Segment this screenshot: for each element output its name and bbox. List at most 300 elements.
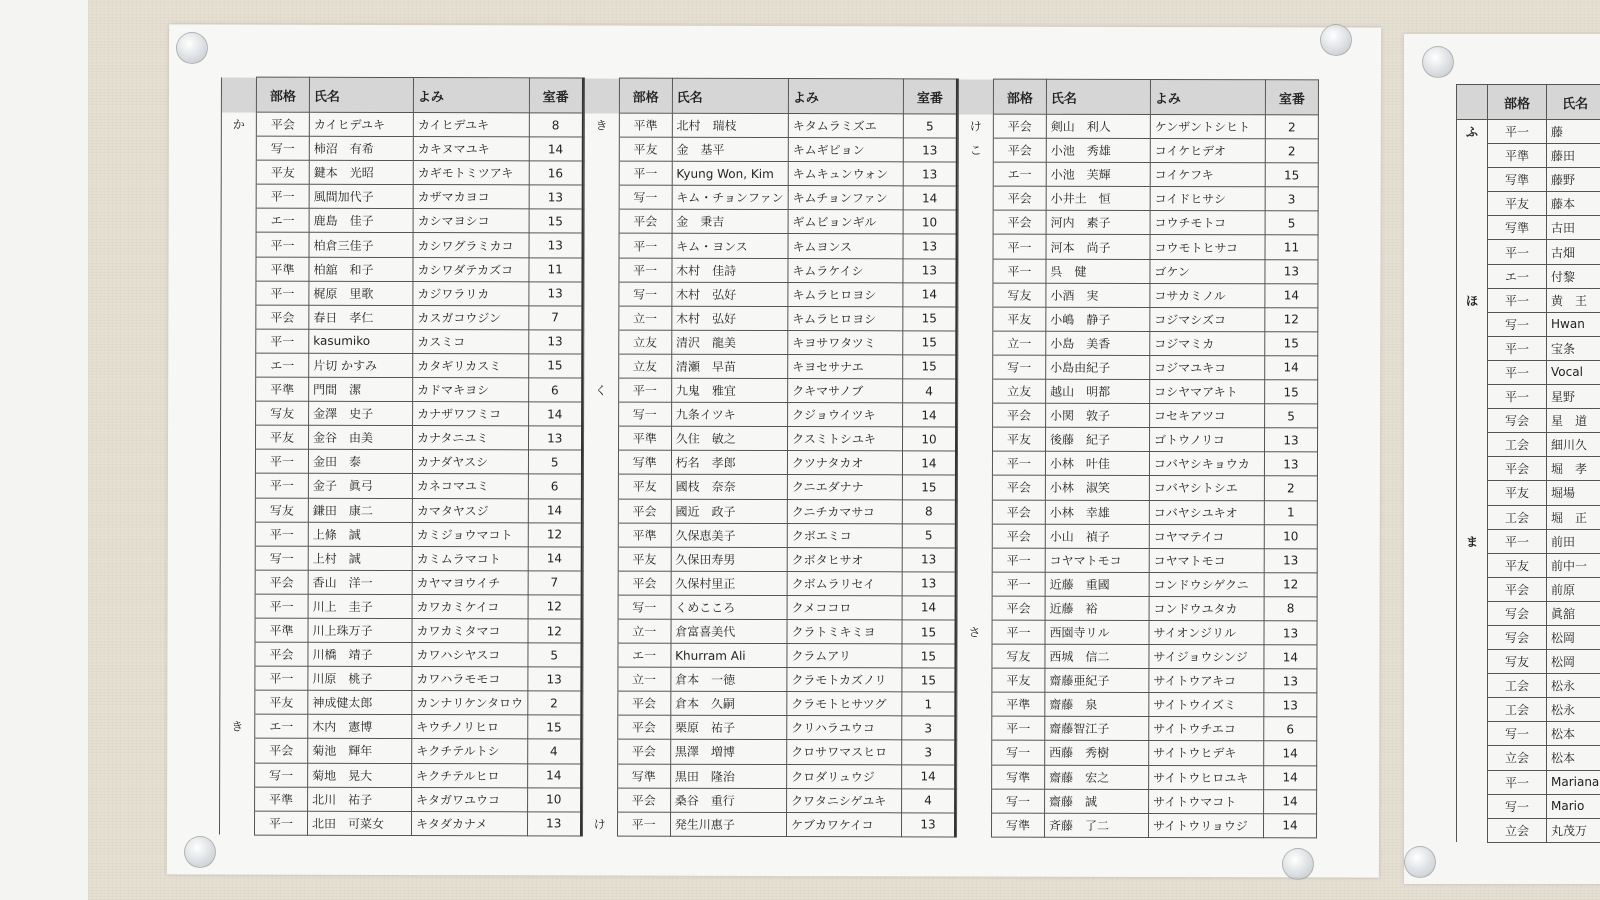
table-row bbox=[1457, 553, 1600, 577]
room-cell: 15 bbox=[528, 354, 582, 378]
yomi-cell: コンドウシゲクニ bbox=[1149, 572, 1264, 596]
yomi-cell: クジョウイツキ bbox=[788, 403, 903, 427]
yomi-cell: キムギピョン bbox=[788, 138, 903, 162]
room-cell: 13 bbox=[1264, 548, 1317, 572]
header-kana bbox=[1457, 85, 1488, 120]
yomi-cell: カイヒデユキ bbox=[413, 113, 529, 137]
name-cell: 栗原 祐子 bbox=[670, 716, 786, 740]
rank-cell: 平一 bbox=[255, 594, 308, 618]
kana-cell bbox=[219, 811, 254, 835]
kana-cell bbox=[956, 813, 991, 837]
yomi-cell: コバヤシユキオ bbox=[1149, 500, 1264, 524]
room-cell: 13 bbox=[902, 548, 956, 572]
kana-cell bbox=[957, 789, 992, 813]
kana-cell bbox=[957, 427, 992, 451]
rank-cell: 平一 bbox=[256, 233, 309, 257]
kana-cell bbox=[220, 690, 255, 714]
rank-cell: 平一 bbox=[992, 451, 1045, 475]
yomi-cell: クラモトヒサツグ bbox=[787, 692, 902, 716]
yomi-cell: キムラヒロヨシ bbox=[788, 282, 903, 306]
room-cell: 13 bbox=[903, 162, 957, 186]
kana-cell bbox=[1457, 433, 1488, 457]
name-cell: 小島由紀子 bbox=[1046, 355, 1150, 379]
table-row bbox=[221, 184, 1318, 211]
name-cell: Mariana bbox=[1547, 770, 1600, 794]
room-cell: 14 bbox=[529, 137, 583, 161]
yomi-cell: カタギリカスミ bbox=[413, 353, 529, 377]
yomi-cell: カヤマヨウイチ bbox=[412, 570, 528, 594]
rank-cell: 平友 bbox=[992, 427, 1045, 451]
table-row bbox=[221, 329, 1318, 356]
rank-cell: 平会 bbox=[617, 740, 670, 764]
rank-cell: 平一 bbox=[1488, 336, 1547, 360]
name-cell: 小島 美香 bbox=[1046, 331, 1150, 355]
kana-cell bbox=[220, 473, 255, 497]
rank-cell: 平会 bbox=[617, 715, 670, 739]
kana-cell bbox=[1457, 240, 1488, 264]
room-cell: 14 bbox=[528, 402, 582, 426]
rank-cell: 平友 bbox=[618, 547, 671, 571]
room-cell: 12 bbox=[528, 619, 582, 643]
room-cell: 13 bbox=[903, 138, 957, 162]
kana-cell bbox=[220, 763, 255, 787]
rank-cell: 平一 bbox=[619, 234, 672, 258]
rank-cell: 平会 bbox=[617, 691, 670, 715]
rank-cell: 写会 bbox=[1488, 409, 1547, 433]
name-cell: 齋藤 誠 bbox=[1045, 789, 1149, 813]
yomi-cell: コウチモトコ bbox=[1150, 211, 1265, 235]
room-cell: 14 bbox=[527, 763, 581, 787]
kana-cell bbox=[1457, 553, 1488, 577]
kana-cell bbox=[957, 692, 992, 716]
rank-cell: 平準 bbox=[255, 618, 308, 642]
room-cell: 13 bbox=[529, 185, 583, 209]
name-cell: Hwan bbox=[1547, 312, 1600, 336]
rank-cell: 平会 bbox=[993, 403, 1046, 427]
rank-cell: 平友 bbox=[618, 474, 671, 498]
kana-cell bbox=[957, 475, 992, 499]
table-row bbox=[1457, 650, 1600, 674]
name-cell: 越山 明都 bbox=[1046, 379, 1150, 403]
room-cell: 14 bbox=[1264, 741, 1317, 765]
name-cell: 九鬼 雅宜 bbox=[671, 378, 787, 402]
kana-cell: く bbox=[583, 378, 618, 402]
yomi-cell: キムラケイシ bbox=[788, 258, 903, 282]
name-cell: 金田 泰 bbox=[308, 450, 412, 474]
name-cell: 春日 孝仁 bbox=[309, 305, 413, 329]
header-name: 氏名 bbox=[1547, 85, 1600, 120]
name-cell: 菊池 輝年 bbox=[308, 739, 412, 763]
name-cell: 鎌田 康二 bbox=[308, 498, 412, 522]
name-cell: 木村 弘好 bbox=[672, 306, 788, 330]
name-cell: 小林 幸雄 bbox=[1045, 500, 1149, 524]
kana-cell bbox=[958, 234, 993, 258]
yomi-cell: キムキュンウォン bbox=[788, 162, 903, 186]
rank-cell: 平会 bbox=[617, 788, 670, 812]
table-row bbox=[221, 305, 1318, 332]
room-cell: 15 bbox=[902, 620, 956, 644]
room-cell: 4 bbox=[527, 739, 581, 763]
kana-cell bbox=[221, 377, 256, 401]
name-cell: 西園寺リル bbox=[1045, 620, 1149, 644]
rank-cell: 写友 bbox=[256, 401, 309, 425]
name-cell: キム・チョンファン bbox=[672, 186, 788, 210]
rank-cell: 平会 bbox=[1488, 457, 1547, 481]
name-cell: 齋藤 宏之 bbox=[1045, 765, 1149, 789]
room-cell: 15 bbox=[1265, 332, 1318, 356]
room-cell: 1 bbox=[902, 692, 956, 716]
name-cell: 前中一 bbox=[1547, 553, 1600, 577]
kana-cell bbox=[1457, 385, 1488, 409]
room-cell: 16 bbox=[529, 161, 583, 185]
name-cell: 黒田 隆治 bbox=[670, 764, 786, 788]
rank-cell: 平会 bbox=[255, 570, 308, 594]
kana-cell bbox=[583, 499, 618, 523]
room-cell: 2 bbox=[527, 691, 581, 715]
name-cell: 倉富喜美代 bbox=[671, 619, 787, 643]
yomi-cell: カンナリケンタロウ bbox=[412, 691, 528, 715]
table-row bbox=[1457, 601, 1600, 625]
room-cell: 4 bbox=[903, 379, 957, 403]
rank-cell: 平準 bbox=[256, 257, 309, 281]
name-cell: 付黎 bbox=[1547, 264, 1600, 288]
kana-cell bbox=[583, 595, 618, 619]
name-cell: 金谷 由美 bbox=[309, 426, 413, 450]
rank-cell: エ一 bbox=[1488, 264, 1547, 288]
room-cell: 3 bbox=[1265, 187, 1318, 211]
table-row bbox=[1457, 409, 1600, 433]
rank-cell: 平一 bbox=[618, 378, 671, 402]
name-cell: 倉本 久嗣 bbox=[670, 691, 786, 715]
yomi-cell: クロサワマスヒロ bbox=[787, 740, 902, 764]
pushpin-icon bbox=[184, 836, 216, 868]
table-row bbox=[1457, 674, 1600, 698]
yomi-cell: カワハシヤスコ bbox=[412, 643, 528, 667]
room-cell: 15 bbox=[903, 331, 957, 355]
kana-cell bbox=[220, 787, 255, 811]
room-cell: 15 bbox=[527, 715, 581, 739]
table-row bbox=[220, 546, 1317, 573]
room-cell: 5 bbox=[1265, 404, 1318, 428]
rank-cell: 平一 bbox=[1488, 385, 1547, 409]
kana-cell bbox=[957, 716, 992, 740]
name-cell: 松岡 bbox=[1547, 650, 1600, 674]
yomi-cell: クニチカマサコ bbox=[787, 499, 902, 523]
kana-cell bbox=[220, 594, 255, 618]
kana-cell bbox=[958, 331, 993, 355]
table-row bbox=[1457, 336, 1600, 360]
roster-sheet bbox=[167, 24, 1381, 877]
table-row bbox=[220, 498, 1317, 525]
name-cell: 松岡 bbox=[1547, 625, 1600, 649]
kana-cell bbox=[582, 764, 617, 788]
table-row bbox=[221, 112, 1318, 139]
kana-cell bbox=[221, 184, 256, 208]
header-kana bbox=[221, 77, 256, 112]
kana-cell bbox=[582, 715, 617, 739]
name-cell: 西藤 秀樹 bbox=[1045, 741, 1149, 765]
table-row bbox=[1457, 722, 1600, 746]
yomi-cell: キタガワユウコ bbox=[412, 787, 528, 811]
yomi-cell: カナダヤスシ bbox=[412, 450, 528, 474]
yomi-cell: クラムアリ bbox=[787, 644, 902, 668]
header-name: 氏名 bbox=[309, 77, 413, 112]
kana-cell bbox=[584, 258, 619, 282]
yomi-cell: クボムラリセイ bbox=[787, 571, 902, 595]
yomi-cell: カザマカヨコ bbox=[413, 185, 529, 209]
yomi-cell: クリハラユウコ bbox=[787, 716, 902, 740]
table-row bbox=[1457, 577, 1600, 601]
room-cell: 5 bbox=[1265, 211, 1318, 235]
yomi-cell: サイトウリョウジ bbox=[1148, 813, 1263, 837]
kana-cell bbox=[1457, 746, 1488, 770]
room-cell: 13 bbox=[529, 282, 583, 306]
yomi-cell: コジマミカ bbox=[1150, 331, 1265, 355]
name-cell: 北川 祐子 bbox=[308, 787, 412, 811]
name-cell: 黄 王 bbox=[1547, 288, 1600, 312]
name-cell: 剣山 利人 bbox=[1046, 114, 1150, 138]
kana-cell bbox=[1457, 770, 1488, 794]
rank-cell: 立友 bbox=[618, 330, 671, 354]
yomi-cell: カミムラマコト bbox=[412, 546, 528, 570]
yomi-cell: コバヤシキョウカ bbox=[1149, 452, 1264, 476]
header-yomi: よみ bbox=[1150, 79, 1265, 114]
name-cell: 細川久 bbox=[1547, 433, 1600, 457]
table-row bbox=[221, 281, 1318, 308]
room-cell: 3 bbox=[902, 740, 956, 764]
name-cell: 鹿島 佳子 bbox=[309, 209, 413, 233]
rank-cell: 平会 bbox=[992, 524, 1045, 548]
rank-cell: 工会 bbox=[1488, 505, 1547, 529]
kana-cell bbox=[958, 162, 993, 186]
kana-cell bbox=[584, 233, 619, 257]
yomi-cell: キクチテルヒロ bbox=[412, 763, 528, 787]
rank-cell: エ一 bbox=[256, 353, 309, 377]
kana-cell bbox=[583, 450, 618, 474]
name-cell: 前原 bbox=[1547, 577, 1600, 601]
name-cell: 木村 弘好 bbox=[672, 282, 788, 306]
kana-cell bbox=[1457, 577, 1488, 601]
name-cell: 丸茂万 bbox=[1547, 818, 1600, 842]
room-cell: 13 bbox=[1264, 428, 1317, 452]
name-cell: 後藤 紀子 bbox=[1045, 427, 1149, 451]
kana-cell bbox=[957, 524, 992, 548]
room-cell: 15 bbox=[903, 307, 957, 331]
table-row bbox=[1457, 288, 1600, 312]
rank-cell: 平一 bbox=[619, 161, 672, 185]
name-cell: 金 基平 bbox=[672, 137, 788, 161]
rank-cell: 写一 bbox=[255, 546, 308, 570]
header-yomi: よみ bbox=[788, 79, 903, 114]
table-row bbox=[221, 257, 1318, 284]
yomi-cell: サイトウアキコ bbox=[1149, 669, 1264, 693]
table-row bbox=[221, 377, 1318, 404]
name-cell: 河内 素子 bbox=[1046, 211, 1150, 235]
header-yomi: よみ bbox=[413, 78, 529, 113]
name-cell: 九条イツキ bbox=[671, 402, 787, 426]
name-cell: 久保恵美子 bbox=[671, 523, 787, 547]
room-cell: 14 bbox=[903, 282, 957, 306]
table-row bbox=[220, 666, 1317, 693]
room-cell: 15 bbox=[1265, 163, 1318, 187]
name-cell: 小関 敦子 bbox=[1046, 403, 1150, 427]
room-cell: 12 bbox=[1264, 573, 1317, 597]
rank-cell: 写一 bbox=[619, 282, 672, 306]
table-row bbox=[220, 714, 1317, 741]
kana-cell bbox=[221, 160, 256, 184]
kana-cell bbox=[221, 305, 256, 329]
rank-cell: 平会 bbox=[993, 138, 1046, 162]
kana-cell bbox=[221, 208, 256, 232]
table-row bbox=[1457, 144, 1600, 168]
table-row bbox=[1457, 360, 1600, 384]
kana-cell bbox=[220, 546, 255, 570]
table-row bbox=[221, 425, 1318, 452]
name-cell: 菊地 晃大 bbox=[308, 763, 412, 787]
name-cell: 藤本 bbox=[1547, 192, 1600, 216]
rank-cell: 立一 bbox=[618, 667, 671, 691]
table-row bbox=[220, 570, 1317, 597]
kana-cell bbox=[220, 642, 255, 666]
yomi-cell: カナザワフミコ bbox=[413, 402, 529, 426]
name-cell: 松永 bbox=[1547, 698, 1600, 722]
room-cell: 10 bbox=[902, 427, 956, 451]
rank-cell: 平会 bbox=[256, 112, 309, 136]
kana-cell: ほ bbox=[1457, 288, 1488, 312]
yomi-cell: コイケヒデオ bbox=[1150, 139, 1265, 163]
rank-cell: 立一 bbox=[993, 331, 1046, 355]
room-cell: 14 bbox=[902, 596, 956, 620]
yomi-cell: コシヤマアキト bbox=[1150, 380, 1265, 404]
yomi-cell: クツナタカオ bbox=[787, 451, 902, 475]
yomi-cell: カナタニユミ bbox=[413, 426, 529, 450]
kana-cell bbox=[958, 307, 993, 331]
name-cell: 近藤 重國 bbox=[1045, 572, 1149, 596]
room-cell: 15 bbox=[902, 644, 956, 668]
room-cell: 2 bbox=[1265, 139, 1318, 163]
rank-cell: 平一 bbox=[992, 716, 1045, 740]
rank-cell: 平会 bbox=[1488, 577, 1547, 601]
table-row bbox=[1457, 481, 1600, 505]
rank-cell: 平会 bbox=[992, 596, 1045, 620]
rank-cell: 平一 bbox=[1488, 360, 1547, 384]
kana-cell: か bbox=[221, 112, 256, 136]
kana-cell bbox=[221, 401, 256, 425]
name-cell: 松本 bbox=[1547, 722, 1600, 746]
kana-cell: け bbox=[582, 812, 617, 836]
kana-cell bbox=[582, 691, 617, 715]
room-cell: 10 bbox=[1264, 524, 1317, 548]
room-cell: 13 bbox=[528, 667, 582, 691]
name-cell: 宝条 bbox=[1547, 336, 1600, 360]
name-cell: 鍵本 光昭 bbox=[309, 160, 413, 184]
table-row bbox=[1457, 698, 1600, 722]
kana-cell bbox=[221, 136, 256, 160]
room-cell: 13 bbox=[1265, 259, 1318, 283]
name-cell: キム・ヨンス bbox=[672, 234, 788, 258]
yomi-cell: クスミトシユキ bbox=[787, 427, 902, 451]
yomi-cell: キウチノリヒロ bbox=[412, 715, 528, 739]
kana-cell: ふ bbox=[1457, 120, 1488, 144]
kana-cell: こ bbox=[958, 138, 993, 162]
name-cell: Khurram Ali bbox=[671, 643, 787, 667]
name-cell: Kyung Won, Kim bbox=[672, 161, 788, 185]
rank-cell: 平準 bbox=[1488, 144, 1547, 168]
rank-cell: 写友 bbox=[1488, 650, 1547, 674]
kana-cell bbox=[1457, 168, 1488, 192]
kana-cell bbox=[1457, 481, 1488, 505]
kana-cell bbox=[584, 209, 619, 233]
rank-cell: 平準 bbox=[255, 787, 308, 811]
room-cell: 14 bbox=[903, 403, 957, 427]
header-room: 室番 bbox=[529, 78, 583, 113]
yomi-cell: クラモトカズノリ bbox=[787, 668, 902, 692]
rank-cell: 平友 bbox=[1488, 481, 1547, 505]
kana-cell bbox=[221, 353, 256, 377]
yomi-cell: カマタヤスジ bbox=[412, 498, 528, 522]
name-cell: 柏舘 和子 bbox=[309, 257, 413, 281]
name-cell: 北田 可菜女 bbox=[307, 811, 411, 835]
room-cell: 7 bbox=[529, 306, 583, 330]
room-cell: 8 bbox=[529, 113, 583, 137]
rank-cell: 平会 bbox=[256, 305, 309, 329]
yomi-cell: コウモトヒサコ bbox=[1150, 235, 1265, 259]
rank-cell: 平会 bbox=[255, 642, 308, 666]
yomi-cell: サイトウイズミ bbox=[1149, 693, 1264, 717]
room-cell: 14 bbox=[1263, 814, 1316, 838]
room-cell: 5 bbox=[902, 523, 956, 547]
kana-cell bbox=[220, 498, 255, 522]
header-rank: 部格 bbox=[1488, 85, 1547, 120]
table-row bbox=[1457, 120, 1600, 144]
rank-cell: 平一 bbox=[617, 812, 670, 836]
name-cell: 清瀬 早苗 bbox=[671, 354, 787, 378]
rank-cell: 立会 bbox=[1488, 818, 1547, 842]
next-roster-table bbox=[1456, 84, 1600, 843]
table-row bbox=[220, 449, 1317, 476]
table-row bbox=[220, 473, 1317, 500]
rank-cell: 平一 bbox=[255, 449, 308, 473]
kana-cell bbox=[1457, 674, 1488, 698]
name-cell: 齋藤亜紀子 bbox=[1045, 668, 1149, 692]
table-row bbox=[220, 787, 1317, 814]
yomi-cell: クボエミコ bbox=[787, 523, 902, 547]
room-cell: 15 bbox=[902, 668, 956, 692]
name-cell: 上村 誠 bbox=[308, 546, 412, 570]
rank-cell: 平一 bbox=[1488, 288, 1547, 312]
yomi-cell: キクチテルトシ bbox=[412, 739, 528, 763]
yomi-cell: カスガコウジン bbox=[413, 305, 529, 329]
rank-cell: 写一 bbox=[618, 595, 671, 619]
room-cell: 15 bbox=[529, 209, 583, 233]
table-row bbox=[220, 618, 1317, 645]
name-cell: 風間加代子 bbox=[309, 185, 413, 209]
table-row bbox=[220, 594, 1317, 621]
name-cell: 発生川惠子 bbox=[670, 812, 786, 836]
rank-cell: 写友 bbox=[255, 498, 308, 522]
name-cell: 小林 淑笑 bbox=[1045, 476, 1149, 500]
rank-cell: 平会 bbox=[993, 210, 1046, 234]
name-cell: 朽名 孝郎 bbox=[671, 451, 787, 475]
table-row bbox=[221, 208, 1318, 235]
kana-cell bbox=[1457, 360, 1488, 384]
rank-cell: エ一 bbox=[255, 714, 308, 738]
kana-cell bbox=[1457, 794, 1488, 818]
room-cell: 7 bbox=[528, 571, 582, 595]
rank-cell: 平会 bbox=[992, 500, 1045, 524]
name-cell: 斉藤 了二 bbox=[1044, 813, 1148, 837]
kana-cell bbox=[582, 788, 617, 812]
